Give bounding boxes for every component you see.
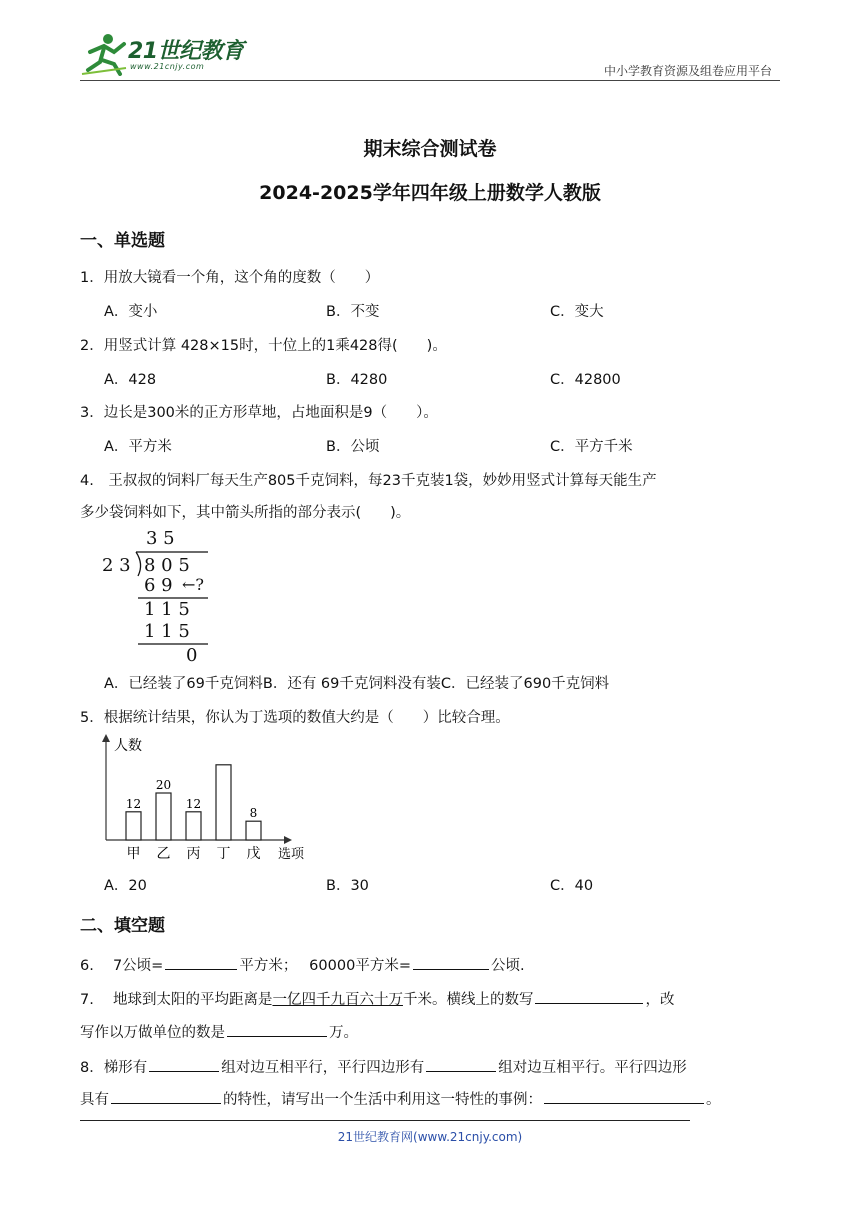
q6-blank-2[interactable] [413, 954, 489, 970]
q8-line2-part-3: 。 [706, 1092, 721, 1108]
q6-part-2: 平方米； 60000平方米= [239, 958, 411, 974]
bar-2 [156, 793, 171, 840]
footer-divider [80, 1120, 690, 1121]
question-2: 2．用竖式计算 428×15时，十位上的1乘428得( )。 [80, 338, 447, 354]
bar-value-label-2: 20 [155, 778, 172, 792]
q7-blank-2[interactable] [227, 1021, 327, 1037]
division-step-3: 1 1 5 [144, 621, 190, 642]
question-6 [80, 954, 525, 975]
chart-svg [98, 732, 318, 868]
question-4-line-1: 4. 王叔叔的饲料厂每天生产805千克饲料，每23千克装1袋，妙妙用竖式计算每天能生产 [80, 473, 657, 489]
bar-5 [246, 821, 261, 840]
bar-3 [186, 812, 201, 840]
question-4-line-2: 多少袋饲料如下，其中箭头所指的部分表示( )。 [80, 505, 411, 521]
y-axis-arrow [102, 734, 110, 742]
q2-option-a: A．428 [104, 372, 157, 388]
division-step-2: 1 1 5 [144, 599, 190, 620]
bar-chart [98, 732, 318, 868]
logo-url: www.21cnjy.com [130, 62, 205, 71]
q5-option-a: A．20 [104, 878, 147, 894]
q8-part-2: 组对边互相平行，平行四边形有 [221, 1060, 425, 1076]
q8-blank-2[interactable] [426, 1056, 496, 1072]
q8-part-3: 组对边互相平行。平行四边形 [498, 1060, 687, 1076]
q1-option-a: A．变小 [104, 304, 158, 320]
q1-option-c: C．变大 [550, 304, 604, 320]
section-heading-single-choice: 一、单选题 [80, 231, 165, 251]
division-quotient: 3 5 [146, 528, 175, 549]
division-step-1: 6 9 [144, 575, 173, 596]
category-label-4: 丁 [216, 846, 231, 862]
q8-blank-3[interactable] [111, 1088, 221, 1104]
q8-blank-1[interactable] [149, 1056, 219, 1072]
division-lines [98, 528, 228, 668]
y-axis-label: 人数 [114, 738, 142, 754]
q7-part-3: ，改 [645, 992, 675, 1008]
logo-text: 21世纪教育 [128, 39, 244, 64]
bar-1 [126, 812, 141, 840]
page-subtitle: 2024-2025学年四年级上册数学人教版 [259, 182, 601, 204]
runner-icon [80, 30, 128, 76]
footer-text: 21世纪教育网(www.21cnjy.com) [337, 1130, 523, 1144]
question-3: 3．边长是300米的正方形草地，占地面积是9（ ）。 [80, 405, 438, 421]
q6-part-3: 公顷. [490, 958, 525, 974]
q5-option-b: B．30 [326, 878, 369, 894]
section-heading-fill-blank: 二、填空题 [80, 916, 165, 936]
platform-label: 中小学教育资源及组卷应用平台 [603, 64, 772, 78]
category-label-3: 丙 [186, 846, 201, 862]
q4-options: A．已经装了69千克饲料B．还有 69千克饲料没有装C．已经装了690千克饲料 [104, 676, 610, 692]
x-axis-arrow [284, 836, 292, 844]
q5-option-c: C．40 [550, 878, 594, 894]
question-7-line-1 [80, 988, 674, 1009]
bar-value-label-3: 12 [185, 796, 202, 811]
question-1: 1．用放大镜看一个角，这个角的度数（ ） [80, 270, 380, 286]
q7-blank-1[interactable] [535, 988, 643, 1004]
q6-blank-1[interactable] [165, 954, 237, 970]
q8-part-1: 8．梯形有 [80, 1060, 148, 1076]
question-8-line-2 [80, 1088, 721, 1109]
q2-option-c: C．42800 [550, 372, 621, 388]
long-division-figure [98, 528, 228, 668]
q7-part-1: 7. 地球到太阳的平均距离是 [80, 992, 273, 1008]
header-divider [80, 80, 780, 81]
q8-line2-part-1: 具有 [80, 1092, 109, 1108]
bar-value-label-5: 8 [249, 806, 258, 821]
division-divisor: 2 3 [102, 555, 131, 576]
q1-option-b: B．不变 [326, 304, 380, 320]
page-title: 期末综合测试卷 [363, 138, 497, 160]
q2-option-b: B．4280 [326, 372, 388, 388]
bar-value-label-1: 12 [125, 796, 142, 811]
q3-option-b: B．公顷 [326, 439, 380, 455]
q7-underlined-number: 一亿四千九百六十万 [272, 992, 403, 1008]
division-arrow: ←? [182, 575, 204, 594]
q7-line2-part-2: 万。 [329, 1025, 358, 1041]
category-label-5: 戊 [246, 846, 261, 862]
x-axis-label: 选项 [278, 847, 305, 862]
question-5: 5．根据统计结果，你认为丁选项的数值大约是（ ）比较合理。 [80, 710, 510, 726]
q3-option-a: A．平方米 [104, 439, 172, 455]
category-label-2: 乙 [156, 846, 171, 862]
question-8-line-1 [80, 1056, 687, 1077]
q3-option-c: C．平方千米 [550, 439, 633, 455]
q6-part-1: 6. 7公顷= [80, 958, 164, 974]
division-dividend: 8 0 5 [144, 555, 190, 576]
q7-part-2: 千米。横线上的数写 [402, 992, 534, 1008]
bar-4 [216, 765, 231, 840]
q8-line2-part-2: 的特性，请写出一个生活中利用这一特性的事例： [223, 1092, 542, 1108]
q7-line2-part-1: 写作以万做单位的数是 [80, 1025, 225, 1041]
question-7-line-2 [80, 1021, 358, 1042]
q8-blank-4[interactable] [544, 1088, 704, 1104]
category-label-1: 甲 [126, 846, 141, 862]
division-remainder: 0 [186, 645, 198, 666]
